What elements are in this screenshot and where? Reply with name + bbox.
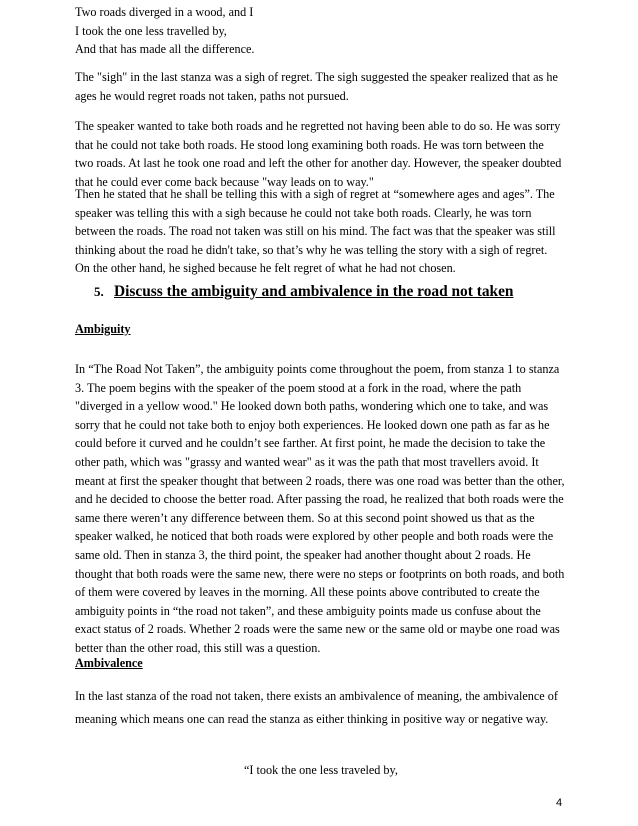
poem-line: And that has made all the difference. (75, 42, 255, 57)
poem-line: I took the one less travelled by, (75, 23, 227, 38)
poem-line: Two roads diverged in a wood, and I (75, 5, 254, 19)
ambiguity-paragraph: In “The Road Not Taken”, the ambiguity points come throughout the poem, from stanza 1 to stanza 3. The poem begins with the speaker of the poem stood at a fork in the road, where the path "diverged in a yellow wood." He looked down both paths, wondering which one to take, and was sorry that he could not take both to enjoy both experiences. He looked down one path as far as he could before it curved and he couldn’t see farther. At first point, he made the decision to take the other path, which was "grassy and wanted wear" as it was the path that most travellers avoid. It meant at first the speaker thought that between 2 roads, there was one road was better than the other, and he decided to choose the better road. After passing the road, he realized that both roads were the same there weren’t any difference between them. So at this second point showed us that as the speaker walked, he noticed that both roads were explored by other people and both roads were the same old. Then in stanza 3, the third point, the speaker had another thought about 2 roads. He thought that both roads were the same new, there were no steps or footprints on both roads, and both of them were covered by leaves in the morning. All these points above contributed to create the ambiguity points in “the road not taken”, and these ambiguity points made us confuse about the exact status of 2 roads. Whether 2 roads were the same new or the same old or maybe one road was better than the other road, this still was a question. (75, 362, 565, 655)
sigh-of-regret-paragraph-block (75, 185, 565, 278)
ambiguity-paragraph-block (75, 360, 565, 658)
sigh-of-regret-paragraph: Then he stated that he shall be telling this with a sigh of regret at “somewhere ages and ages”. The speaker was telling this with a sigh because he could not take both roads. Clearly, he was torn between the roads. The road not taken was still on his mind. The fact was that the speaker was still thinking about the road he didn't take, so that’s why he was telling the story with a sigh of regret. On the other hand, he sighed because he felt regret of what he had not chosen. (75, 187, 556, 276)
page-number: 4 (556, 797, 563, 809)
ambivalence-paragraph-block (75, 685, 565, 730)
ambiguity-heading: Ambiguity (75, 322, 131, 336)
sigh-paragraph-block (75, 68, 565, 105)
ambivalence-heading: Ambivalence (75, 656, 143, 670)
ambivalence-paragraph: In the last stanza of the road not taken, there exists an ambivalence of meaning, the ambivalence of meaning which means one can read the stanza as either thinking in positive way or negative way. (75, 689, 558, 726)
question-title: Discuss the ambiguity and ambivalence in the road not taken (114, 283, 514, 300)
quote-line: “I took the one less traveled by, (244, 763, 398, 777)
question-heading (94, 283, 564, 301)
question-number: 5. (94, 284, 104, 299)
both-roads-paragraph: The speaker wanted to take both roads and he regretted not having been able to do so. He was sorry that he could not take both roads. He stood long examining both roads. He was torn between the two roads. At last he took one road and left the other for another day. However, the speaker doubted that he could ever come back because "way leads on to way." (75, 119, 562, 189)
poem-excerpt (75, 3, 565, 59)
sigh-paragraph: The "sigh" in the last stanza was a sigh of regret. The sigh suggested the speaker realized that as he ages he would regret roads not taken, paths not pursued. (75, 70, 558, 103)
ambiguity-heading-block (75, 320, 565, 338)
both-roads-paragraph-block (75, 117, 565, 191)
ambivalence-heading-block (75, 654, 565, 672)
